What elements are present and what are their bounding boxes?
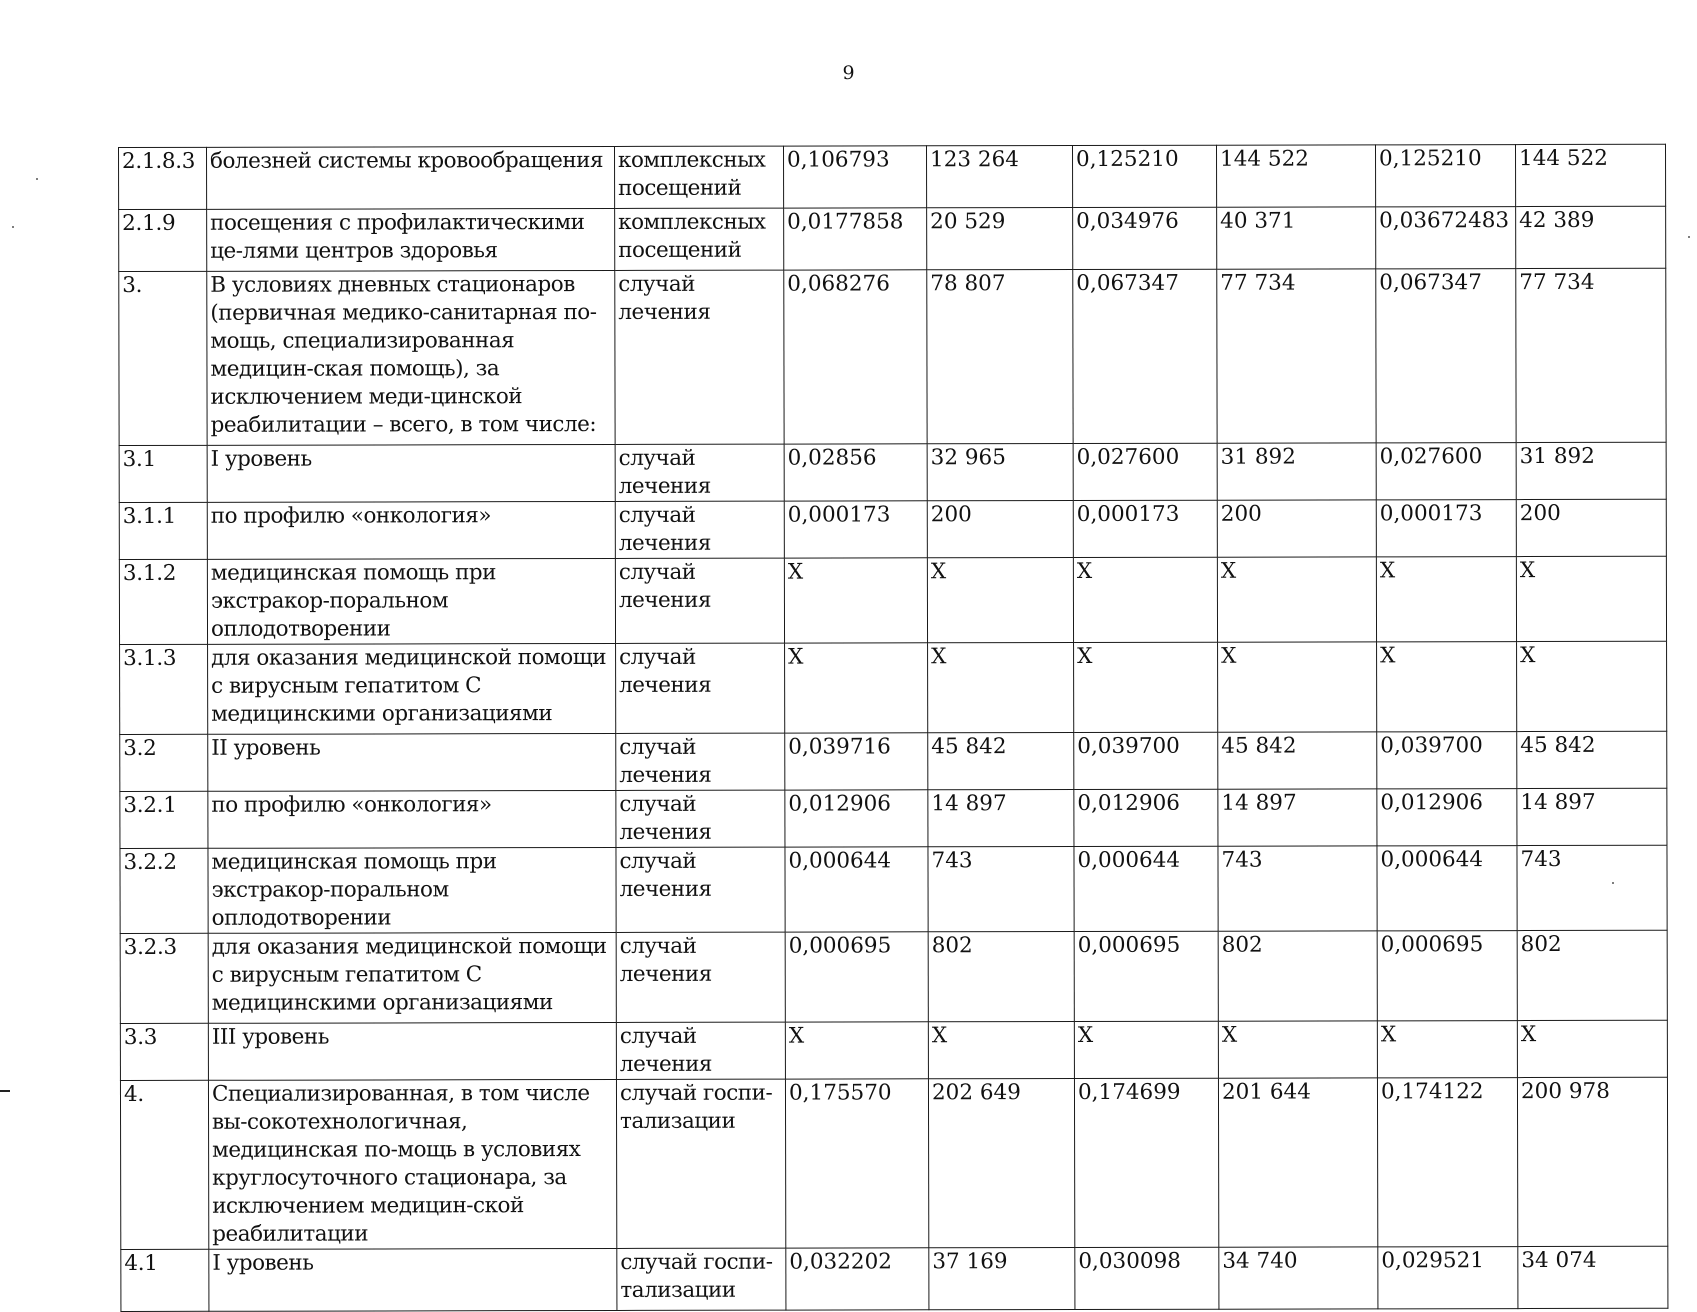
row-name: для оказания медицинской помощи с вирусным гепатитом С медицинскими организациями <box>208 643 616 734</box>
row-value-2: 743 <box>928 846 1074 931</box>
table-row <box>120 788 1667 848</box>
row-value-2: 37 169 <box>929 1247 1075 1309</box>
table-row <box>120 930 1667 1023</box>
row-unit: случай лечения <box>616 847 785 932</box>
row-value-5: X <box>1377 1021 1517 1078</box>
margin-mark <box>0 1090 10 1092</box>
row-value-6: 743 <box>1517 845 1667 930</box>
row-name: Специализированная, в том числе вы-сокотехнологичная, медицинская по-мощь в условиях круглосуточного стационара, за исключением медицин-ской реабилитации <box>208 1079 616 1249</box>
row-value-4: 201 644 <box>1218 1078 1377 1247</box>
row-value-3: 0,000695 <box>1074 931 1218 1021</box>
row-unit: комплексных посещений <box>615 208 784 270</box>
row-name: болезней системы кровообращения <box>207 146 615 209</box>
row-unit: комплексных посещений <box>614 146 783 208</box>
table-row <box>120 731 1667 791</box>
row-value-6: X <box>1517 1020 1667 1077</box>
row-value-3: 0,012906 <box>1074 789 1218 846</box>
row-number: 3.2.3 <box>120 933 208 1023</box>
row-value-3: 0,000173 <box>1073 500 1217 557</box>
row-value-6: 34 074 <box>1518 1246 1668 1308</box>
row-number: 4.1 <box>121 1249 209 1311</box>
row-value-4: X <box>1218 642 1377 732</box>
row-value-3: 0,034976 <box>1073 207 1217 269</box>
row-value-2: X <box>928 1021 1074 1078</box>
row-value-5: 0,000173 <box>1376 500 1516 557</box>
row-value-1: 0,012906 <box>785 790 928 847</box>
row-value-3: 0,000644 <box>1074 846 1218 931</box>
table-row <box>120 1077 1667 1249</box>
row-value-2: 802 <box>928 931 1074 1021</box>
table-row <box>121 1246 1668 1311</box>
row-unit: случай лечения <box>615 558 784 643</box>
table-body <box>119 144 1668 1311</box>
row-number: 3.1 <box>119 445 207 502</box>
row-value-1: 0,000173 <box>784 501 927 558</box>
row-value-6: 31 892 <box>1516 442 1666 499</box>
row-value-5: X <box>1377 642 1517 732</box>
row-value-4: 14 897 <box>1218 789 1377 846</box>
row-number: 2.1.8.3 <box>119 147 207 209</box>
row-name: по профилю «онкология» <box>208 790 616 848</box>
row-value-2: 123 264 <box>926 146 1072 208</box>
row-value-1: 0,032202 <box>786 1248 929 1310</box>
table-row <box>119 144 1666 209</box>
row-value-6: 45 842 <box>1517 731 1667 788</box>
row-number: 3. <box>119 271 207 445</box>
scan-speck <box>1612 882 1614 884</box>
row-value-1: X <box>785 643 928 733</box>
row-value-1: 0,039716 <box>785 733 928 790</box>
scan-speck <box>1688 236 1690 238</box>
row-value-3: X <box>1073 557 1217 642</box>
row-unit: случай госпи-тализации <box>616 1079 785 1248</box>
row-name: I уровень <box>209 1248 617 1311</box>
row-value-4: 743 <box>1218 846 1377 931</box>
row-value-5: 0,125210 <box>1375 145 1515 207</box>
row-value-1: 0,000644 <box>785 847 928 932</box>
row-value-1: 0,106793 <box>783 146 926 208</box>
table-row <box>119 442 1666 502</box>
row-name: II уровень <box>208 733 616 791</box>
table-row <box>120 845 1667 933</box>
row-value-4: 34 740 <box>1219 1247 1378 1309</box>
row-value-4: 200 <box>1217 500 1376 557</box>
row-value-5: 0,012906 <box>1377 789 1517 846</box>
row-value-1: 0,02856 <box>784 444 927 501</box>
row-name: для оказания медицинской помощи с вирусным гепатитом С медицинскими организациями <box>208 932 616 1023</box>
row-name: посещения с профилактическими це-лями центров здоровья <box>207 208 615 271</box>
row-value-5: 0,039700 <box>1377 732 1517 789</box>
row-value-3: 0,067347 <box>1073 269 1217 443</box>
row-value-4: 31 892 <box>1217 443 1376 500</box>
row-value-2: 78 807 <box>927 270 1073 444</box>
row-value-3: 0,027600 <box>1073 443 1217 500</box>
row-value-3: 0,030098 <box>1075 1247 1219 1309</box>
scan-speck <box>12 226 14 228</box>
row-number: 2.1.9 <box>119 209 207 271</box>
row-value-6: 42 389 <box>1516 206 1666 268</box>
row-unit: случай госпи-тализации <box>617 1248 786 1310</box>
row-value-1: X <box>785 1022 928 1079</box>
row-number: 3.3 <box>120 1023 208 1080</box>
row-name: I уровень <box>207 444 615 502</box>
table-row <box>120 641 1667 734</box>
row-value-4: 144 522 <box>1216 145 1375 207</box>
row-value-2: 20 529 <box>927 208 1073 270</box>
row-value-1: X <box>784 558 927 643</box>
row-value-2: 32 965 <box>927 444 1073 501</box>
row-value-6: 200 978 <box>1517 1077 1667 1246</box>
row-value-6: 144 522 <box>1515 144 1665 206</box>
row-value-2: X <box>928 642 1074 732</box>
scan-speck <box>36 178 38 180</box>
row-value-1: 0,000695 <box>785 932 928 1022</box>
row-unit: случай лечения <box>616 733 785 790</box>
row-name: В условиях дневных стационаров (первичная медико-санитарная по-мощь, специализированная медицин-ская помощь), за исключением меди-цинской реабилитации – всего, в том числе: <box>207 270 615 445</box>
row-value-1: 0,068276 <box>784 270 927 444</box>
row-value-5: 0,03672483 <box>1376 207 1516 269</box>
row-value-3: 0,125210 <box>1072 145 1216 207</box>
row-value-5: 0,174122 <box>1377 1078 1517 1247</box>
row-number: 3.1.2 <box>119 559 207 644</box>
row-value-2: 45 842 <box>928 732 1074 789</box>
statistics-table <box>118 144 1668 1312</box>
table-row <box>119 268 1666 445</box>
row-unit: случай лечения <box>615 501 784 558</box>
row-value-2: X <box>927 558 1073 643</box>
row-value-3: 0,174699 <box>1074 1078 1218 1247</box>
page-number: 9 <box>842 62 855 84</box>
row-value-5: 0,029521 <box>1378 1247 1518 1309</box>
row-unit: случай лечения <box>615 444 784 501</box>
row-unit: случай лечения <box>616 932 785 1022</box>
row-value-1: 0,0177858 <box>784 208 927 270</box>
table-row <box>119 499 1666 559</box>
row-name: III уровень <box>208 1022 616 1080</box>
row-value-1: 0,175570 <box>785 1079 928 1248</box>
row-name: медицинская помощь при экстракор-поральном оплодотворении <box>208 847 616 933</box>
row-value-4: 802 <box>1218 931 1377 1021</box>
row-name: по профилю «онкология» <box>207 501 615 559</box>
row-number: 3.2.2 <box>120 848 208 933</box>
row-value-2: 202 649 <box>928 1078 1074 1247</box>
row-value-2: 200 <box>927 501 1073 558</box>
row-unit: случай лечения <box>615 270 784 444</box>
row-number: 3.2.1 <box>120 791 208 848</box>
row-number: 3.1.1 <box>119 502 207 559</box>
row-unit: случай лечения <box>616 790 785 847</box>
row-value-6: 802 <box>1517 930 1667 1020</box>
row-unit: случай лечения <box>616 643 785 733</box>
row-value-5: 0,067347 <box>1376 269 1516 443</box>
row-number: 3.1.3 <box>120 644 208 734</box>
row-unit: случай лечения <box>616 1022 785 1079</box>
row-value-2: 14 897 <box>928 789 1074 846</box>
row-value-3: X <box>1074 1021 1218 1078</box>
row-value-4: X <box>1217 557 1376 642</box>
row-value-4: X <box>1218 1021 1377 1078</box>
row-name: медицинская помощь при экстракор-поральном оплодотворении <box>207 558 615 644</box>
row-number: 3.2 <box>120 734 208 791</box>
row-value-6: 77 734 <box>1516 268 1666 442</box>
row-value-3: X <box>1074 642 1218 732</box>
row-value-3: 0,039700 <box>1074 732 1218 789</box>
row-value-5: 0,000644 <box>1377 846 1517 931</box>
row-value-6: 14 897 <box>1517 788 1667 845</box>
row-value-4: 45 842 <box>1218 732 1377 789</box>
row-value-6: 200 <box>1516 499 1666 556</box>
table-row <box>119 206 1666 271</box>
row-number: 4. <box>120 1080 208 1249</box>
row-value-4: 40 371 <box>1217 207 1376 269</box>
row-value-5: 0,027600 <box>1376 443 1516 500</box>
row-value-4: 77 734 <box>1217 269 1376 443</box>
row-value-6: X <box>1516 556 1666 641</box>
table-row <box>119 556 1666 644</box>
row-value-5: X <box>1376 557 1516 642</box>
table-row <box>120 1020 1667 1080</box>
row-value-5: 0,000695 <box>1377 931 1517 1021</box>
row-value-6: X <box>1517 641 1667 731</box>
